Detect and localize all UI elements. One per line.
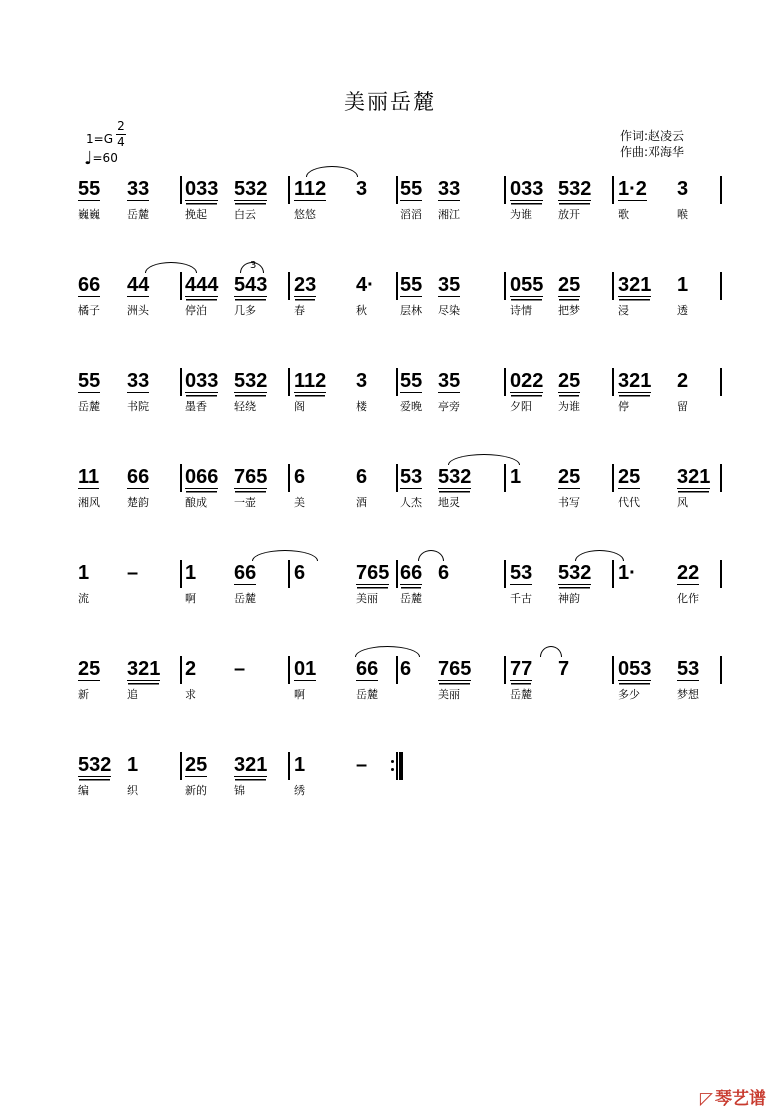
lyric: 人杰 [400,496,422,509]
note: 321 [618,370,652,392]
note: 1 [78,562,90,584]
barline [504,176,506,204]
tempo-marking [84,146,118,167]
barline [288,464,290,492]
note: 25 [185,754,208,776]
note: 2 [185,658,197,680]
barline [612,656,614,684]
barline [288,656,290,684]
barline [180,656,182,684]
note: – [234,658,246,680]
lyric: 亭旁 [438,400,460,413]
lyricist: 作词:赵凌云 [620,129,685,143]
tempo-value: =60 [92,151,118,165]
note: 53 [510,562,533,584]
credits [620,128,684,160]
watermark-text: 琴艺谱 [715,1089,766,1109]
lyric: 爱晚 [400,400,422,413]
score-line [0,260,780,334]
lyric: 新 [78,688,89,701]
note: 55 [400,178,423,200]
note: 765 [438,658,472,680]
note: 3 [356,370,368,392]
note: 44 [127,274,150,296]
note: 01 [294,658,317,680]
lyric: 墨香 [185,400,207,413]
note: – [356,754,368,776]
barline [396,368,398,396]
note: 6 [294,562,306,584]
note: 053 [618,658,652,680]
barline [180,752,182,780]
note: 022 [510,370,544,392]
barline [612,176,614,204]
note: 321 [677,466,711,488]
note: 55 [400,370,423,392]
barline [720,464,722,492]
barline [288,272,290,300]
triplet-mark: 3 [250,260,257,271]
note: 444 [185,274,219,296]
lyric: 春 [294,304,305,317]
final-barline-thick [399,752,403,780]
barline [180,272,182,300]
note: 066 [185,466,219,488]
page-title: 美丽岳麓 [344,90,436,114]
lyric: 代代 [618,496,640,509]
note: 53 [677,658,700,680]
time-signature [116,120,126,149]
note: 1 [677,274,689,296]
note: 33 [127,370,150,392]
lyric: 神韵 [558,592,580,605]
note: 2 [677,370,689,392]
note: 23 [294,274,317,296]
note: 25 [558,370,581,392]
key-signature: 1=G [86,132,113,146]
lyric: 岳麓 [127,208,149,221]
barline [720,656,722,684]
lyric: 轻绕 [234,400,256,413]
note: 33 [127,178,150,200]
note: 532 [234,370,268,392]
note: 22 [677,562,700,584]
lyric: 地灵 [438,496,460,509]
note: 1 [127,754,139,776]
note: 532 [78,754,112,776]
note: 25 [78,658,101,680]
note: 1· [618,562,636,584]
note: 25 [558,466,581,488]
lyric: 几多 [234,304,256,317]
barline [504,656,506,684]
note: 765 [234,466,268,488]
score-line [0,658,780,718]
note: 532 [558,178,592,200]
note: 765 [356,562,390,584]
note: 532 [438,466,472,488]
note: 25 [558,274,581,296]
barline [504,272,506,300]
lyric: 织 [127,784,138,797]
barline [288,176,290,204]
slur-tie [418,550,444,561]
barline [720,560,722,588]
note: 321 [618,274,652,296]
lyric: 为谁 [558,400,580,413]
lyric: 多少 [618,688,640,701]
note: 033 [185,178,219,200]
slur-tie [306,166,358,177]
quarter-note-icon: ♩ [84,148,93,169]
barline [396,176,398,204]
lyric: 歌 [618,208,629,221]
barline [180,560,182,588]
note: 66 [400,562,423,584]
watermark-logo [700,1084,766,1109]
lyric: 停泊 [185,304,207,317]
barline [180,368,182,396]
lyric: 书院 [127,400,149,413]
lyric: 岳麓 [356,688,378,701]
note: 543 [234,274,268,296]
note: 6 [294,466,306,488]
barline [504,464,506,492]
lyric: 放开 [558,208,580,221]
note: 7 [558,658,570,680]
barline [612,272,614,300]
barline [504,368,506,396]
lyric: 书写 [558,496,580,509]
lyric: 阁 [294,400,305,413]
lyric: 流 [78,592,89,605]
lyric: 巍巍 [78,208,100,221]
lyric: 为谁 [510,208,532,221]
logo-icon: ◸ [699,1089,713,1109]
note: 1·2 [618,178,647,200]
lyric: 美 [294,496,305,509]
note: 1 [510,466,522,488]
composer: 作曲:邓海华 [620,145,685,159]
note: 532 [558,562,592,584]
note: 11 [78,466,100,488]
lyric: 停 [618,400,629,413]
note: 3 [677,178,689,200]
barline [504,560,506,588]
barline [720,368,722,396]
barline [396,560,398,588]
note: 033 [185,370,219,392]
lyric: 层林 [400,304,422,317]
note: 66 [78,274,101,296]
lyric: 楼 [356,400,367,413]
lyric: 梦想 [677,688,699,701]
lyric: 湘风 [78,496,100,509]
barline [396,272,398,300]
lyric: 橘子 [78,304,100,317]
note: – [127,562,139,584]
lyric: 透 [677,304,688,317]
lyric: 岳麓 [78,400,100,413]
note: 77 [510,658,533,680]
lyric: 浸 [618,304,629,317]
slur-tie [575,550,624,561]
note: 532 [234,178,268,200]
note: 4· [356,274,374,296]
lyric: 绣 [294,784,305,797]
note: 66 [127,466,150,488]
slur-tie [252,550,318,561]
lyric: 悠悠 [294,208,316,221]
note: 66 [356,658,379,680]
note: 35 [438,370,461,392]
note: 6 [400,658,412,680]
note: 66 [234,562,257,584]
lyric: 千古 [510,592,532,605]
note: 6 [356,466,368,488]
slur-tie [355,646,420,657]
lyric: 诗情 [510,304,532,317]
note: 055 [510,274,544,296]
time-denominator: 4 [117,135,125,149]
lyric: 求 [185,688,196,701]
score-line [0,178,780,238]
note: 33 [438,178,461,200]
note: 1 [294,754,306,776]
barline [288,560,290,588]
note: 53 [400,466,423,488]
slur-tie [540,646,562,657]
lyric: 滔滔 [400,208,422,221]
note: 033 [510,178,544,200]
lyric: 秋 [356,304,367,317]
lyric: 洲头 [127,304,149,317]
note: 55 [400,274,423,296]
lyric: 追 [127,688,138,701]
time-numerator: 2 [117,119,125,133]
barline [180,176,182,204]
lyric: 湘江 [438,208,460,221]
lyric: 酒 [356,496,367,509]
lyric: 编 [78,784,89,797]
lyric: 新的 [185,784,207,797]
lyric: 留 [677,400,688,413]
score-line [0,370,780,430]
barline [396,656,398,684]
note: 112 [294,370,327,392]
lyric: 化作 [677,592,699,605]
barline [288,752,290,780]
repeat-dot [391,760,394,763]
barline [288,368,290,396]
lyric: 岳麓 [234,592,256,605]
score-line [0,562,780,622]
score-line [0,754,780,814]
lyric: 挽起 [185,208,207,221]
lyric: 啊 [294,688,305,701]
slur-tie [145,262,197,273]
lyric: 楚韵 [127,496,149,509]
repeat-dot [391,768,394,771]
lyric: 夕阳 [510,400,532,413]
lyric: 把梦 [558,304,580,317]
lyric: 岳麓 [400,592,422,605]
note: 3 [356,178,368,200]
lyric: 一壶 [234,496,256,509]
barline [612,560,614,588]
lyric: 美丽 [438,688,460,701]
barline [396,464,398,492]
lyric: 美丽 [356,592,378,605]
score-line [0,466,780,526]
barline [180,464,182,492]
lyric: 尽染 [438,304,460,317]
lyric: 啊 [185,592,196,605]
lyric: 酿成 [185,496,207,509]
note: 321 [234,754,268,776]
barline [612,464,614,492]
lyric: 喉 [677,208,688,221]
note: 112 [294,178,327,200]
lyric: 风 [677,496,688,509]
lyric: 白云 [234,208,256,221]
note: 55 [78,178,101,200]
note: 321 [127,658,161,680]
lyric: 锦 [234,784,245,797]
note: 55 [78,370,101,392]
note: 1 [185,562,197,584]
note: 35 [438,274,461,296]
note: 6 [438,562,450,584]
lyric: 岳麓 [510,688,532,701]
barline [720,272,722,300]
slur-tie [448,454,520,465]
note: 25 [618,466,641,488]
barline [720,176,722,204]
final-barline [396,752,398,780]
barline [612,368,614,396]
